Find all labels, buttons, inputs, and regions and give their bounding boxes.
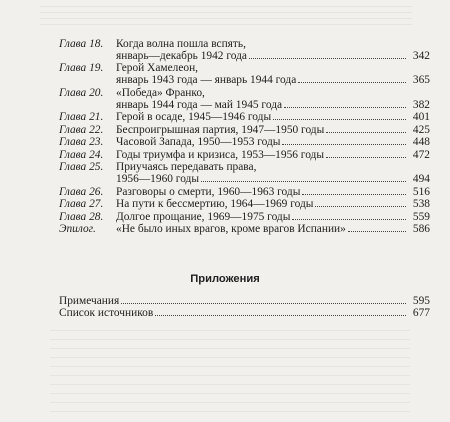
chapter-title-block [116,199,430,211]
chapter-title-text: январь 1944 года — май 1945 года [116,98,283,111]
toc-entry [59,125,430,137]
page-number: 677 [412,307,430,320]
chapter-label: Глава 27. [59,198,104,211]
page-number: 342 [412,49,430,62]
chapter-title-block [116,150,430,162]
dot-leader [249,58,406,59]
chapter-title-text: Когда волна пошла вспять, [116,38,246,50]
page-number: 538 [412,198,430,211]
chapter-label: Эпилог. [59,223,96,236]
appendix-title: Список источников [59,307,154,320]
dot-leader [284,107,406,108]
chapter-title-line [116,199,430,211]
chapter-title-text: «Победа» Франко, [116,86,205,99]
toc-entry [59,150,430,162]
chapter-title-block [116,125,430,137]
chapter-title-text: Герой Хамелеон, [116,62,199,75]
chapter-label: Глава 21. [59,111,104,124]
chapter-title-block [116,88,430,112]
page-number: 401 [412,111,430,124]
page-number: 559 [412,210,430,223]
chapter-title-text: 1956—1960 годы [116,173,200,186]
chapter-title-block [116,39,430,63]
page-number: 494 [412,173,430,186]
chapter-title-text: Годы триумфа и кризиса, 1953—1956 годы [116,148,325,161]
toc-entry [59,63,430,87]
appendix-title: Примечания [59,295,120,307]
chapter-title-line [116,75,430,87]
dot-leader [282,144,406,145]
table-of-contents [59,39,430,237]
page-number: 586 [412,223,430,236]
chapter-label: Глава 19. [59,62,104,75]
chapter-title-line [116,174,430,186]
toc-entry [59,187,430,199]
chapter-title-line [116,112,430,124]
toc-entry [59,137,430,149]
dot-leader [348,231,406,232]
chapter-title-block [116,63,430,87]
chapter-title-block [116,187,430,199]
chapter-title-line [116,212,430,224]
appendix-entry [59,295,430,307]
dot-leader [326,157,406,158]
appendix-entry [59,307,430,319]
chapter-title-text: Приучаясь передавать права, [116,161,257,174]
chapter-label: Глава 23. [59,136,104,149]
chapter-title-text: январь—декабрь 1942 года [116,49,247,62]
dot-leader [155,315,406,316]
dot-leader [298,82,406,83]
page-number: 448 [412,136,430,149]
dot-leader [273,119,406,120]
chapter-label: Глава 26. [59,185,104,198]
chapter-label: Глава 25. [59,161,104,174]
chapter-title-block [116,162,430,186]
dot-leader [121,303,406,304]
appendix-heading: Приложения [190,273,260,285]
dot-leader [315,206,406,207]
chapter-title-line [116,187,430,199]
chapter-title-text: Беспроигрышная партия, 1947—1950 годы [116,123,325,136]
page-number: 516 [412,185,430,198]
chapter-title-block [116,112,430,124]
toc-entry [59,212,430,224]
chapter-title-line [116,137,430,149]
toc-entry [59,224,430,236]
chapter-title-line [116,51,430,63]
chapter-title-text: январь 1943 года — январь 1944 года [116,74,297,87]
dot-leader [326,132,406,133]
chapter-label: Глава 18. [59,38,104,50]
chapter-title-block [116,224,430,236]
chapter-title-line [116,100,430,112]
toc-entry [59,162,430,186]
toc-entry [59,112,430,124]
dot-leader [302,194,406,195]
page-number: 595 [412,295,430,307]
page-number: 365 [412,74,430,87]
chapter-label: Глава 28. [59,210,104,223]
chapter-title-text: Разговоры о смерти, 1960—1963 годы [116,185,301,198]
chapter-title-text: Долгое прощание, 1969—1975 годы [116,210,291,223]
toc-entry [59,88,430,112]
page-number: 425 [412,123,430,136]
chapter-label: Глава 24. [59,148,104,161]
chapter-title-line [116,125,430,137]
chapter-title-text: Часовой Запада, 1950—1953 годы [116,136,281,149]
toc-entry [59,199,430,211]
chapter-label: Глава 22. [59,123,104,136]
chapter-title-text: «Не было иных врагов, кроме врагов Испании» [116,223,346,236]
appendix-list [59,295,430,319]
chapter-title-line [116,88,430,100]
dot-leader [201,181,406,182]
chapter-label: Глава 20. [59,86,104,99]
chapter-title-block [116,212,430,224]
toc-entry [59,39,430,63]
page-number: 472 [412,148,430,161]
chapter-title-text: На пути к бессмертию, 1964—1969 годы [116,198,314,211]
dot-leader [292,219,406,220]
chapter-title-line [116,150,430,162]
chapter-title-text: Герой в осаде, 1945—1946 годы [116,111,272,124]
bleed-through-text [40,6,412,28]
page-number: 382 [412,98,430,111]
chapter-title-block [116,137,430,149]
chapter-title-line [116,224,430,236]
bleed-through-text [50,330,410,418]
